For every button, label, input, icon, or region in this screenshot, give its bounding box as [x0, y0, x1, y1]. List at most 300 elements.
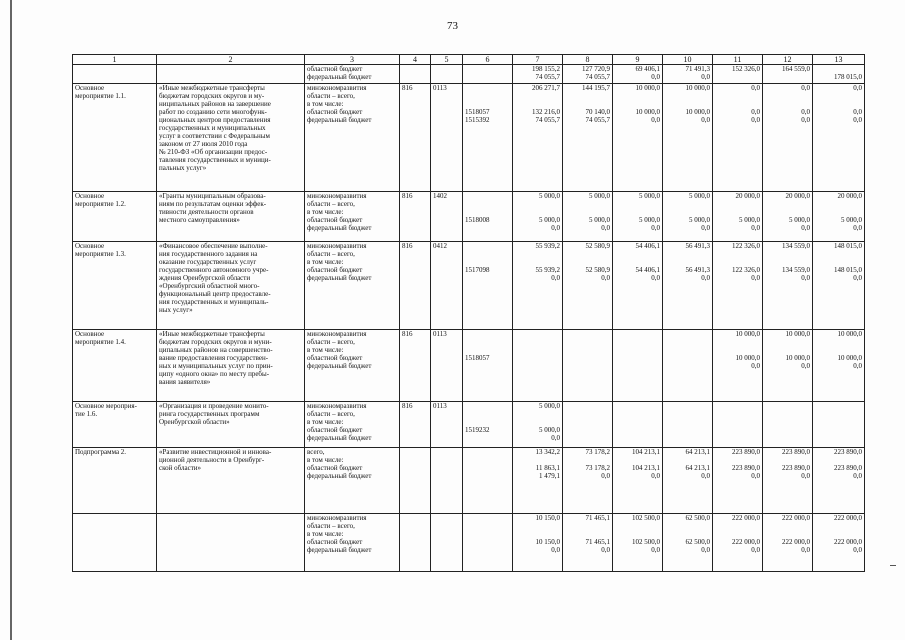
cell-line: 0,0	[701, 472, 710, 480]
cell-c3	[305, 402, 400, 448]
cell-line: 0,0	[551, 434, 560, 442]
cell-line	[615, 208, 660, 216]
cell-line	[565, 200, 610, 208]
header-cell: 6	[463, 55, 513, 65]
cell-line	[615, 100, 660, 108]
cell-line	[465, 208, 510, 216]
cell-line	[465, 192, 510, 200]
cell-c11	[713, 514, 763, 572]
cell-line	[665, 456, 710, 464]
cell-line	[565, 258, 610, 266]
cell-line: федеральный бюджет	[307, 472, 372, 480]
cell-line: минэкономразвития	[307, 84, 367, 92]
cell-line	[665, 208, 710, 216]
cell-line: федеральный бюджет	[307, 434, 372, 442]
cell-line	[565, 208, 610, 216]
cell-c11	[713, 84, 763, 192]
cell-line	[515, 258, 560, 266]
cell-line: 10 000,0	[785, 330, 810, 338]
cell-line	[815, 65, 862, 73]
header-cell: 7	[513, 55, 563, 65]
cell-line: 0,0	[701, 224, 710, 232]
margin-mark	[890, 565, 896, 566]
cell-line: 104 213,1	[632, 464, 660, 472]
cell-c9	[613, 84, 663, 192]
cell-line	[515, 530, 560, 538]
cell-line: функциональный центр предоставле-	[159, 290, 271, 298]
cell-c4	[400, 514, 431, 572]
cell-line	[765, 100, 810, 108]
cell-c2	[157, 84, 305, 192]
cell-c3	[305, 514, 400, 572]
cell-line: 64 213,1	[685, 464, 710, 472]
cell-line: 132 216,0	[532, 108, 560, 116]
cell-line	[465, 410, 510, 418]
table-row	[73, 192, 865, 242]
cell-line: вание предоставления государствен-	[159, 354, 269, 362]
cell-line: ционной деятельности в Оренбург-	[159, 456, 265, 464]
cell-line: 1519232	[465, 426, 490, 434]
cell-line: тавления государственных и муници-	[159, 156, 271, 164]
cell-c12	[763, 192, 813, 242]
cell-c11	[713, 330, 763, 402]
table-row	[73, 514, 865, 572]
cell-line	[665, 100, 710, 108]
cell-line: всего,	[307, 448, 325, 456]
cell-line: минэкономразвития	[307, 242, 367, 250]
cell-line	[465, 362, 510, 370]
cell-line: ской области»	[159, 464, 202, 472]
cell-line: 222 000,0	[732, 514, 760, 522]
cell-line: 0,0	[853, 274, 862, 282]
cell-line	[765, 258, 810, 266]
cell-line	[565, 456, 610, 464]
cell-line: в том числе:	[307, 418, 344, 426]
cell-line: мероприятие 1.4.	[75, 338, 126, 346]
cell-line: работ по созданию сети многофунк-	[159, 108, 267, 116]
cell-line: 816	[402, 84, 413, 92]
cell-line: федеральный бюджет	[307, 546, 372, 554]
cell-line: государственных и муниципальных	[159, 124, 266, 132]
cell-c8	[563, 448, 613, 514]
cell-line	[665, 258, 710, 266]
cell-line: ниципальных районов на завершение	[159, 100, 271, 108]
cell-line: 74 055,7	[585, 116, 610, 124]
cell-line: вания заявителя»	[159, 378, 211, 386]
cell-line: области – всего,	[307, 522, 355, 530]
cell-line	[465, 258, 510, 266]
cell-line	[665, 200, 710, 208]
cell-line: «Иные межбюджетные трансферты	[159, 330, 265, 338]
cell-line: 816	[402, 330, 413, 338]
cell-line	[715, 73, 760, 81]
cell-line	[465, 250, 510, 258]
cell-c12	[763, 402, 813, 448]
cell-c4	[400, 65, 431, 84]
cell-c13	[813, 192, 865, 242]
cell-line: 223 890,0	[834, 448, 862, 456]
cell-c5	[431, 448, 463, 514]
cell-line	[515, 208, 560, 216]
cell-c4	[400, 330, 431, 402]
cell-line: 5 000,0	[639, 192, 660, 200]
cell-c9	[613, 192, 663, 242]
cell-line: тивности деятельности органов	[159, 208, 254, 216]
cell-line	[515, 100, 560, 108]
cell-line: 134 559,0	[782, 242, 810, 250]
cell-line: областной бюджет	[307, 65, 363, 73]
cell-line: «Иные межбюджетные трансферты	[159, 84, 265, 92]
cell-line: 52 580,9	[585, 242, 610, 250]
cell-c13	[813, 242, 865, 330]
cell-line: 10 000,0	[837, 330, 862, 338]
cell-line: бюджетам городских округов и му-	[159, 92, 265, 100]
cell-line: 10 000,0	[635, 84, 660, 92]
cell-line: федеральный бюджет	[307, 73, 372, 81]
cell-c8	[563, 242, 613, 330]
cell-line: 10 000,0	[635, 108, 660, 116]
cell-line: 148 015,0	[834, 242, 862, 250]
cell-line: ципальных районов на совершенство-	[159, 346, 273, 354]
cell-line: 52 580,9	[585, 266, 610, 274]
cell-line	[765, 338, 810, 346]
cell-c5	[431, 402, 463, 448]
cell-c3	[305, 192, 400, 242]
cell-line: 0,0	[853, 116, 862, 124]
cell-line	[765, 208, 810, 216]
cell-c2	[157, 65, 305, 84]
cell-line	[715, 258, 760, 266]
cell-line: области – всего,	[307, 92, 355, 100]
cell-c11	[713, 448, 763, 514]
cell-line: пальных услуг»	[159, 164, 207, 172]
cell-line: в том числе:	[307, 208, 344, 216]
cell-line: 1518057	[465, 108, 490, 116]
cell-line: услуг в соответствии с Федеральным	[159, 132, 270, 140]
cell-line: областной бюджет	[307, 538, 363, 546]
cell-line: ных услуг»	[159, 306, 193, 314]
cell-line: 1518057	[465, 354, 490, 362]
cell-c3	[305, 330, 400, 402]
cell-c13	[813, 402, 865, 448]
cell-line	[465, 242, 510, 250]
cell-line: 0,0	[651, 274, 660, 282]
cell-c9	[613, 65, 663, 84]
cell-line: 0113	[433, 330, 447, 338]
cell-line: 0,0	[853, 362, 862, 370]
cell-c4	[400, 402, 431, 448]
header-cell: 13	[813, 55, 865, 65]
cell-line: 0,0	[701, 546, 710, 554]
cell-c12	[763, 65, 813, 84]
cell-line: 74 055,7	[585, 73, 610, 81]
cell-line: 0,0	[801, 84, 810, 92]
cell-line: 223 890,0	[782, 448, 810, 456]
cell-c10	[663, 242, 713, 330]
cell-line	[665, 522, 710, 530]
cell-line: 73 178,2	[585, 448, 610, 456]
cell-line: ных и муниципальных услуг по прин-	[159, 362, 273, 370]
cell-line: 74 055,7	[535, 116, 560, 124]
cell-line	[465, 274, 510, 282]
cell-line	[715, 92, 760, 100]
cell-line: Основное	[75, 84, 105, 92]
cell-line: 222 000,0	[782, 514, 810, 522]
cell-line	[565, 92, 610, 100]
cell-c5	[431, 192, 463, 242]
cell-c1	[73, 514, 157, 572]
cell-line: 102 500,0	[632, 514, 660, 522]
cell-line: Основное мероприя-	[75, 402, 137, 410]
cell-c11	[713, 192, 763, 242]
cell-line	[515, 456, 560, 464]
cell-line	[515, 410, 560, 418]
cell-c6	[463, 84, 513, 192]
cell-line: 10 150,0	[535, 514, 560, 522]
cell-line: в том числе:	[307, 456, 344, 464]
cell-line: 223 890,0	[834, 464, 862, 472]
cell-line: минэкономразвития	[307, 402, 367, 410]
cell-line	[515, 250, 560, 258]
cell-line: Оренбургской области»	[159, 418, 230, 426]
cell-c4	[400, 192, 431, 242]
cell-line: 64 213,1	[685, 448, 710, 456]
cell-c9	[613, 330, 663, 402]
cell-line: 0113	[433, 84, 447, 92]
cell-line: «Гранты муниципальным образова-	[159, 192, 266, 200]
cell-line: 0,0	[751, 224, 760, 232]
cell-line: 0,0	[601, 546, 610, 554]
cell-line: федеральный бюджет	[307, 362, 372, 370]
cell-line: 54 406,1	[635, 242, 660, 250]
cell-line: ния государственного задания на	[159, 250, 258, 258]
cell-c13	[813, 330, 865, 402]
cell-c8	[563, 514, 613, 572]
cell-line	[765, 92, 810, 100]
cell-line	[715, 338, 760, 346]
cell-line: 10 000,0	[837, 354, 862, 362]
cell-line: 134 559,0	[782, 266, 810, 274]
cell-line: 152 326,0	[732, 65, 760, 73]
cell-line: 0,0	[801, 274, 810, 282]
cell-line	[615, 200, 660, 208]
cell-line	[815, 208, 862, 216]
header-row	[73, 55, 865, 65]
cell-line: 0,0	[801, 108, 810, 116]
cell-c7	[513, 242, 563, 330]
cell-line	[715, 456, 760, 464]
cell-c1	[73, 448, 157, 514]
cell-line	[665, 530, 710, 538]
cell-line: 55 939,2	[535, 266, 560, 274]
cell-line: 10 000,0	[735, 330, 760, 338]
cell-c7	[513, 448, 563, 514]
cell-line: областной бюджет	[307, 354, 363, 362]
cell-line: 62 500,0	[685, 514, 710, 522]
cell-line: 5 000,0	[539, 426, 560, 434]
cell-line: 0,0	[601, 274, 610, 282]
cell-line: «Оренбургский областной много-	[159, 282, 260, 290]
cell-c4	[400, 448, 431, 514]
cell-c12	[763, 84, 813, 192]
cell-line: 198 155,2	[532, 65, 560, 73]
cell-line: 144 195,7	[582, 84, 610, 92]
header-cell: 10	[663, 55, 713, 65]
cell-line: 5 000,0	[639, 216, 660, 224]
cell-line: 5 000,0	[789, 216, 810, 224]
cell-line: области – всего,	[307, 410, 355, 418]
cell-line: 0,0	[701, 116, 710, 124]
cell-c12	[763, 448, 813, 514]
cell-line: 20 000,0	[837, 192, 862, 200]
table-row	[73, 402, 865, 448]
cell-line	[815, 250, 862, 258]
cell-line: 10 150,0	[535, 538, 560, 546]
cell-c8	[563, 402, 613, 448]
cell-line: законом от 27 июля 2010 года	[159, 140, 248, 148]
cell-line: 222 000,0	[834, 514, 862, 522]
cell-line: 71 465,1	[585, 538, 610, 546]
cell-line: Основное	[75, 192, 105, 200]
cell-line	[615, 258, 660, 266]
cell-line	[465, 418, 510, 426]
cell-line	[815, 456, 862, 464]
cell-line: «Организация и проведение монито-	[159, 402, 269, 410]
header-cell: 5	[431, 55, 463, 65]
cell-line: 1517098	[465, 266, 490, 274]
cell-c7	[513, 514, 563, 572]
cell-line: 5 000,0	[589, 216, 610, 224]
cell-line: циональных центров предоставления	[159, 116, 271, 124]
cell-line: Основное	[75, 330, 105, 338]
cell-line	[765, 522, 810, 530]
cell-line: 222 000,0	[732, 538, 760, 546]
cell-line: 223 890,0	[732, 448, 760, 456]
cell-line: 11 863,1	[535, 464, 560, 472]
cell-line: 223 890,0	[782, 464, 810, 472]
cell-line	[465, 338, 510, 346]
cell-line: 56 491,3	[685, 266, 710, 274]
cell-line: 0,0	[853, 546, 862, 554]
cell-line: «Развитие инвестиционной и иннова-	[159, 448, 272, 456]
cell-line	[515, 418, 560, 426]
cell-line	[615, 92, 660, 100]
cell-line: 62 500,0	[685, 538, 710, 546]
cell-c4	[400, 84, 431, 192]
cell-line	[815, 530, 862, 538]
cell-line	[465, 346, 510, 354]
cell-c10	[663, 448, 713, 514]
cell-line: 816	[402, 402, 413, 410]
cell-line	[515, 200, 560, 208]
cell-line: 122 326,0	[732, 266, 760, 274]
cell-line: 0,0	[801, 224, 810, 232]
cell-line: 223 890,0	[732, 464, 760, 472]
cell-line	[765, 530, 810, 538]
cell-line: 56 491,3	[685, 242, 710, 250]
cell-line: 0,0	[751, 274, 760, 282]
table-row	[73, 84, 865, 192]
cell-c8	[563, 192, 613, 242]
cell-line: 0,0	[853, 108, 862, 116]
cell-c8	[563, 330, 613, 402]
cell-c8	[563, 65, 613, 84]
cell-line	[565, 250, 610, 258]
cell-c5	[431, 65, 463, 84]
cell-c11	[713, 402, 763, 448]
cell-c5	[431, 514, 463, 572]
header-cell: 9	[613, 55, 663, 65]
cell-line: 0,0	[551, 546, 560, 554]
cell-c1	[73, 242, 157, 330]
cell-line: 10 000,0	[685, 84, 710, 92]
cell-line: мероприятие 1.1.	[75, 92, 126, 100]
cell-c8	[563, 84, 613, 192]
cell-line	[815, 258, 862, 266]
cell-line: 0,0	[853, 84, 862, 92]
cell-c7	[513, 65, 563, 84]
cell-line: 0,0	[601, 224, 610, 232]
cell-line: 0,0	[651, 73, 660, 81]
cell-line	[765, 73, 810, 81]
cell-line: 0,0	[751, 84, 760, 92]
header-cell: 8	[563, 55, 613, 65]
cell-line: 0,0	[651, 546, 660, 554]
cell-line: 0,0	[751, 546, 760, 554]
cell-line: минэкономразвития	[307, 514, 367, 522]
cell-c2	[157, 514, 305, 572]
cell-line: 0,0	[701, 73, 710, 81]
cell-line: 54 406,1	[635, 266, 660, 274]
cell-line: 0,0	[651, 472, 660, 480]
cell-line: 69 406,1	[635, 65, 660, 73]
cell-c10	[663, 192, 713, 242]
cell-c1	[73, 84, 157, 192]
cell-c12	[763, 330, 813, 402]
header-cell: 12	[763, 55, 813, 65]
cell-line: 0,0	[751, 472, 760, 480]
cell-line: области – всего,	[307, 338, 355, 346]
cell-line: 222 000,0	[782, 538, 810, 546]
cell-line: 148 015,0	[834, 266, 862, 274]
cell-line	[665, 92, 710, 100]
cell-line: 0,0	[801, 116, 810, 124]
cell-c3	[305, 242, 400, 330]
cell-line	[465, 224, 510, 232]
cell-line: 71 491,3	[685, 65, 710, 73]
cell-line	[465, 330, 510, 338]
cell-line: 20 000,0	[785, 192, 810, 200]
cell-line: 0,0	[853, 224, 862, 232]
cell-line: 70 140,0	[585, 108, 610, 116]
cell-line: мероприятие 1.3.	[75, 250, 126, 258]
cell-line: 71 465,1	[585, 514, 610, 522]
cell-c12	[763, 514, 813, 572]
cell-line	[815, 200, 862, 208]
cell-line: 122 326,0	[732, 242, 760, 250]
cell-line: областной бюджет	[307, 464, 363, 472]
cell-line: 816	[402, 192, 413, 200]
cell-c12	[763, 242, 813, 330]
cell-c10	[663, 330, 713, 402]
cell-line: 0,0	[651, 116, 660, 124]
cell-c5	[431, 242, 463, 330]
cell-line: 0,0	[801, 362, 810, 370]
cell-line: Основное	[75, 242, 105, 250]
cell-c11	[713, 65, 763, 84]
cell-line	[615, 530, 660, 538]
cell-line: областной бюджет	[307, 426, 363, 434]
